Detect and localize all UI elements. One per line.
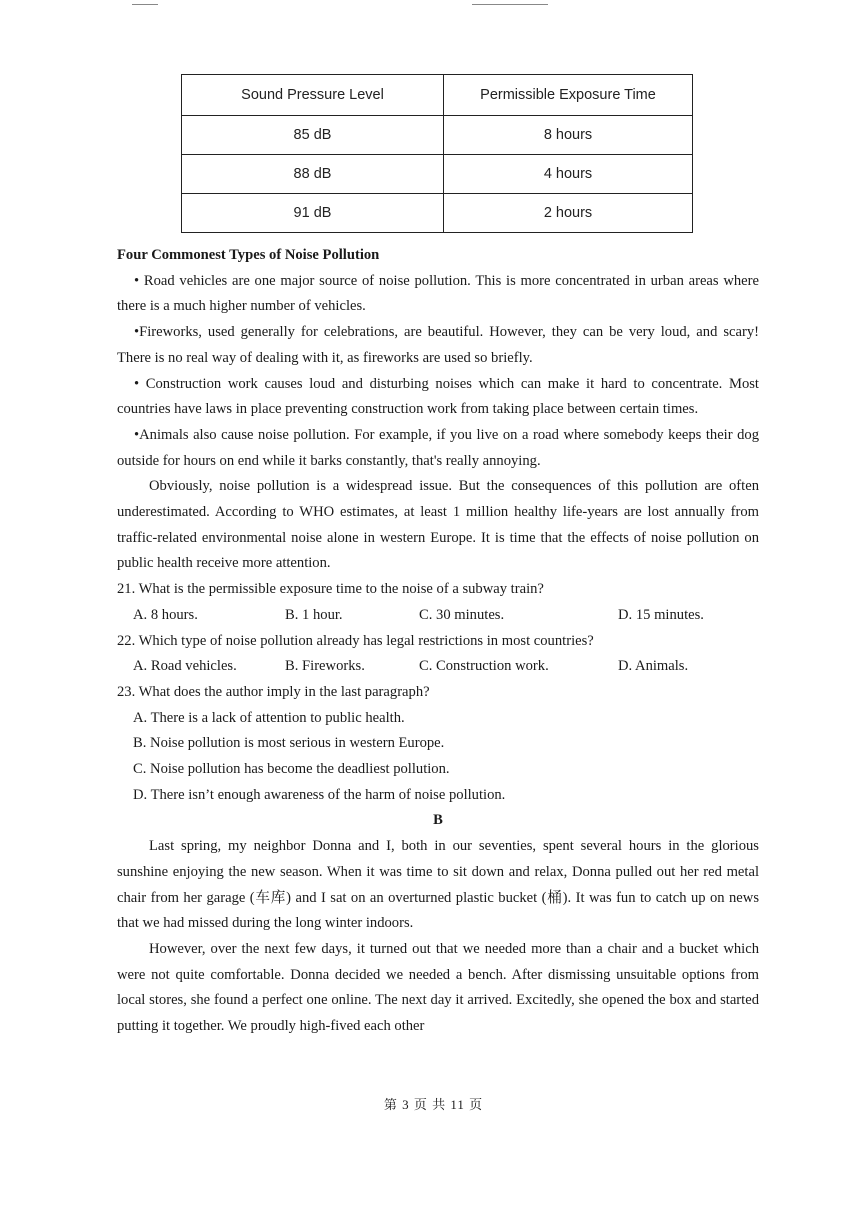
table-cell: 88 dB	[182, 155, 444, 194]
option: D. 15 minutes.	[618, 606, 704, 623]
closing-paragraph: Obviously, noise pollution is a widespread issue. But the consequences of this pollution are often underestimated. According to WHO estimates, at least 1 million healthy life-years are lost annually from traffic-related environmental noise alone in western Europe. It is time that the effects of noise pollution on public health receive more attention.	[117, 478, 759, 572]
bullet-paragraph: •Fireworks, used generally for celebrations, are beautiful. However, they can be very loud, and scary! There is no real way of dealing with it, as fireworks are used so briefly.	[117, 324, 759, 366]
option: A. There is a lack of attention to public health.	[133, 709, 405, 726]
option: B. Noise pollution is most serious in western Europe.	[133, 735, 445, 752]
option: B. Fireworks.	[285, 658, 365, 675]
table-cell: 85 dB	[182, 116, 444, 155]
section-title: Four Commonest Types of Noise Pollution	[117, 247, 380, 263]
page-footer: 第 3 页 共 11 页	[383, 1097, 484, 1112]
top-rule-right	[472, 4, 548, 5]
bullet-paragraph: • Construction work causes loud and disturbing noises which can make it hard to concentrate. Most countries have laws in place preventing construction work from taking place between certain times.	[117, 375, 759, 418]
option: A. 8 hours.	[133, 606, 198, 623]
top-rule-left	[132, 4, 158, 5]
table-cell: 2 hours	[444, 194, 693, 233]
table-header: Sound Pressure Level	[182, 75, 444, 116]
exposure-table	[181, 74, 693, 233]
option: C. Construction work.	[419, 658, 549, 675]
table-cell: 8 hours	[444, 116, 693, 155]
option: C. Noise pollution has become the deadliest pollution.	[133, 761, 450, 778]
option: D. Animals.	[618, 658, 689, 675]
table-row	[182, 116, 693, 155]
table-row	[182, 194, 693, 233]
bullet-paragraph: •Animals also cause noise pollution. For example, if you live on a road where somebody keeps their dog outside for hours on end while it barks constantly, that's really annoying.	[117, 426, 759, 469]
option: C. 30 minutes.	[419, 606, 505, 623]
table-cell: 4 hours	[444, 155, 693, 194]
question-22: 22. Which type of noise pollution already has legal restrictions in most countries?	[117, 632, 594, 649]
bullet-paragraph: • Road vehicles are one major source of noise pollution. This is more concentrated in urban areas where there is a much higher number of vehicles.	[117, 272, 759, 315]
question-21: 21. What is the permissible exposure time to the noise of a subway train?	[117, 581, 544, 598]
question-23: 23. What does the author imply in the last paragraph?	[117, 683, 430, 700]
options-22	[117, 654, 759, 680]
passage-body	[117, 243, 759, 1040]
passage-b-paragraph: However, over the next few days, it turned out that we needed more than a chair and a bucket which were not quite comfortable. Donna decided we needed a bench. After dismissing unsuitable options from local stores, she found a perfect one online. The next day it arrived. Excitedly, she opened the box and started putting it together. We proudly high-fived each other	[117, 940, 759, 1035]
passage-b-paragraph: Last spring, my neighbor Donna and I, both in our seventies, spent several hours in the glorious sunshine enjoying the new season. When it was time to sit down and relax, Donna pulled out her red metal chair from her garage (车库) and I sat on an overturned plastic bucket (桶). It was fun to catch up on news that we had missed during the long winter indoors.	[117, 838, 759, 932]
option: A. Road vehicles.	[133, 658, 237, 675]
table-header: Permissible Exposure Time	[444, 75, 693, 116]
option: B. 1 hour.	[285, 606, 343, 623]
section-b-label: B	[433, 812, 443, 829]
table-header-row	[182, 75, 693, 116]
table-cell: 91 dB	[182, 194, 444, 233]
option: D. There isn’t enough awareness of the harm of noise pollution.	[133, 786, 506, 803]
table-row	[182, 155, 693, 194]
options-21	[117, 603, 759, 629]
